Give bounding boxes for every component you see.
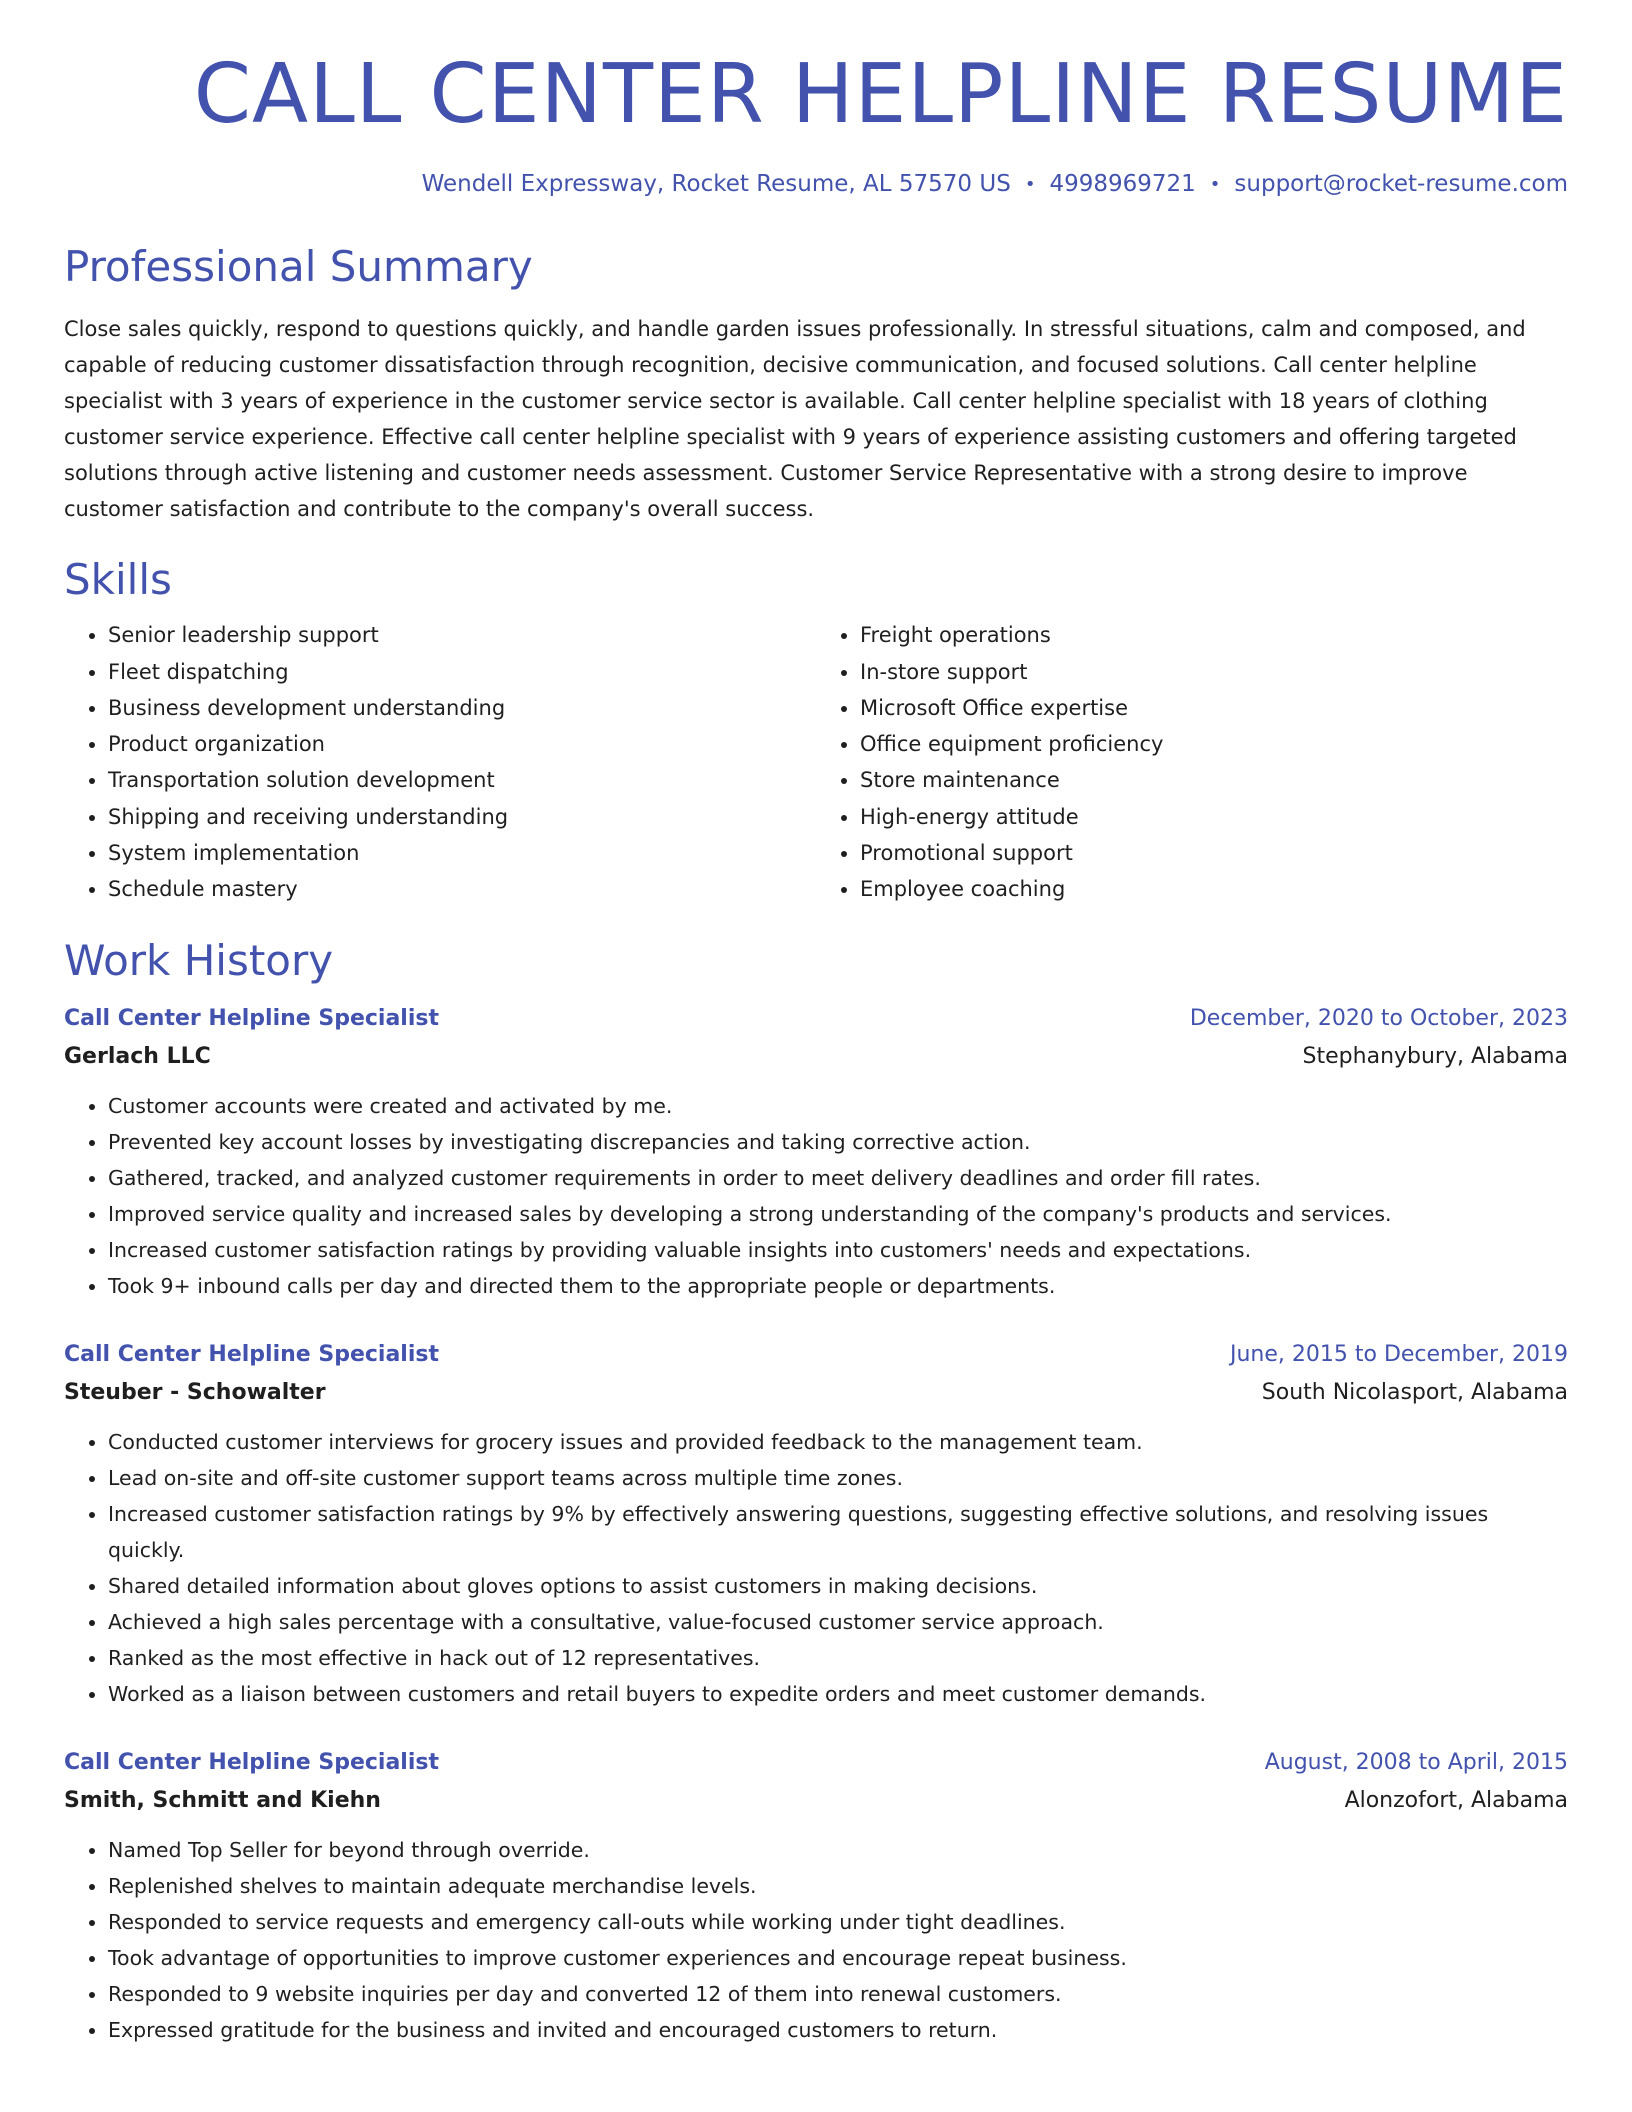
section-heading-summary: Professional Summary [64, 242, 533, 292]
job-bullet-list [64, 1424, 1568, 1712]
skill-item: • In-store support [860, 654, 1568, 690]
skill-item: • Store maintenance [860, 762, 1568, 798]
job-title: Call Center Helpline Specialist [64, 1342, 439, 1368]
job-bullet: • Increased customer satisfaction ratings by providing valuable insights into customers' needs and expectations. [108, 1232, 1568, 1268]
job-bullet: • Gathered, tracked, and analyzed customer requirements in order to meet delivery deadlines and order fill rates. [108, 1160, 1568, 1196]
skill-item: • Transportation solution development [108, 762, 816, 798]
job-bullet: • Lead on-site and off-site customer support teams across multiple time zones. [108, 1460, 1568, 1496]
skill-item: • Schedule mastery [108, 871, 816, 907]
skill-item: • Product organization [108, 726, 816, 762]
job-bullet: • Worked as a liaison between customers and retail buyers to expedite orders and meet customer demands. [108, 1676, 1568, 1712]
job-bullet: • Prevented key account losses by investigating discrepancies and taking corrective action. [108, 1124, 1568, 1160]
job-company: Steuber - Schowalter [64, 1380, 326, 1406]
job-bullet: • Shared detailed information about gloves options to assist customers in making decisions. [108, 1568, 1568, 1604]
job-entry [64, 1000, 1568, 1304]
bullet-separator: • [1024, 174, 1036, 196]
skill-item: • Employee coaching [860, 871, 1568, 907]
skill-item: • Freight operations [860, 617, 1568, 653]
job-title: Call Center Helpline Specialist [64, 1750, 439, 1776]
job-bullet-list [64, 1832, 1568, 2048]
skills-section [64, 555, 1568, 908]
skill-item: • Fleet dispatching [108, 654, 816, 690]
skill-item: • Shipping and receiving understanding [108, 799, 816, 835]
job-location: South Nicolasport, Alabama [1261, 1380, 1568, 1406]
job-company: Smith, Schmitt and Kiehn [64, 1788, 381, 1814]
job-bullet: • Responded to service requests and emergency call-outs while working under tight deadlines. [108, 1904, 1568, 1940]
skill-item: • Promotional support [860, 835, 1568, 871]
job-company: Gerlach LLC [64, 1044, 211, 1070]
job-title-row [64, 1000, 1568, 1038]
section-heading-work: Work History [64, 935, 334, 985]
job-company-row [64, 1374, 1568, 1412]
job-bullet: • Improved service quality and increased sales by developing a strong understanding of the company's products and services. [108, 1196, 1568, 1232]
job-bullet: • Conducted customer interviews for grocery issues and provided feedback to the management team. [108, 1424, 1568, 1460]
skill-item: • Microsoft Office expertise [860, 690, 1568, 726]
skills-columns [64, 617, 1568, 907]
contact-line [64, 168, 1568, 200]
job-bullet: • Expressed gratitude for the business and invited and encouraged customers to return. [108, 2012, 1568, 2048]
job-dates: June, 2015 to December, 2019 [1229, 1342, 1568, 1368]
section-heading-skills: Skills [64, 554, 172, 604]
skill-item: • Office equipment proficiency [860, 726, 1568, 762]
job-location: Alonzofort, Alabama [1344, 1788, 1568, 1814]
contact-phone: 4998969721 [1049, 171, 1196, 198]
job-bullet: • Responded to 9 website inquiries per day and converted 12 of them into renewal customers. [108, 1976, 1568, 2012]
job-company-row [64, 1782, 1568, 1820]
job-title: Call Center Helpline Specialist [64, 1006, 439, 1032]
job-bullet: • Increased customer satisfaction ratings by 9% by effectively answering questions, suggesting effective solutions, and resolving issues quickly. [108, 1496, 1568, 1568]
skills-list-left [64, 617, 816, 907]
job-list [64, 1000, 1568, 2048]
contact-address: Wendell Expressway, Rocket Resume, AL 57570 US [421, 171, 1011, 198]
job-bullet: • Named Top Seller for beyond through override. [108, 1832, 1568, 1868]
job-bullet: • Took 9+ inbound calls per day and directed them to the appropriate people or departments. [108, 1268, 1568, 1304]
job-bullet: • Replenished shelves to maintain adequate merchandise levels. [108, 1868, 1568, 1904]
skills-list-right [816, 617, 1568, 907]
job-bullet-list [64, 1088, 1568, 1304]
job-bullet: • Achieved a high sales percentage with a consultative, value-focused customer service approach. [108, 1604, 1568, 1640]
job-dates: December, 2020 to October, 2023 [1189, 1006, 1568, 1032]
job-entry [64, 1744, 1568, 2048]
job-entry [64, 1336, 1568, 1712]
contact-email: support@rocket-resume.com [1234, 171, 1568, 198]
professional-summary-section [64, 242, 1568, 526]
job-bullet: • Ranked as the most effective in hack out of 12 representatives. [108, 1640, 1568, 1676]
job-dates: August, 2008 to April, 2015 [1264, 1750, 1568, 1776]
skill-item: • Business development understanding [108, 690, 816, 726]
skill-item: • Senior leadership support [108, 617, 816, 653]
skill-item: • High-energy attitude [860, 799, 1568, 835]
summary-paragraph: Close sales quickly, respond to questions quickly, and handle garden issues professionally. In stressful situations, calm and composed, and capable of reducing customer dissatisfaction through recognition, decisive communication, and focused solutions. Call center helpline specialist with 3 years of experience in the customer service sector is available. Call center helpline specialist with 18 years of clothing customer service experience. Effective call center helpline specialist with 9 years of experience assisting customers and offering targeted solutions through active listening and customer needs assessment. Customer Service Representative with a strong desire to improve customer satisfaction and contribute to the company's overall success. [64, 316, 1526, 521]
job-bullet: • Took advantage of opportunities to improve customer experiences and encourage repeat business. [108, 1940, 1568, 1976]
bullet-separator: • [1209, 174, 1221, 196]
job-company-row [64, 1038, 1568, 1076]
job-title-row [64, 1744, 1568, 1782]
resume-title: CALL CENTER HELPLINE RESUME [193, 47, 1568, 142]
job-location: Stephanybury, Alabama [1302, 1044, 1568, 1070]
job-bullet: • Customer accounts were created and activated by me. [108, 1088, 1568, 1124]
skill-item: • System implementation [108, 835, 816, 871]
job-title-row [64, 1336, 1568, 1374]
work-history-section [64, 936, 1568, 2048]
